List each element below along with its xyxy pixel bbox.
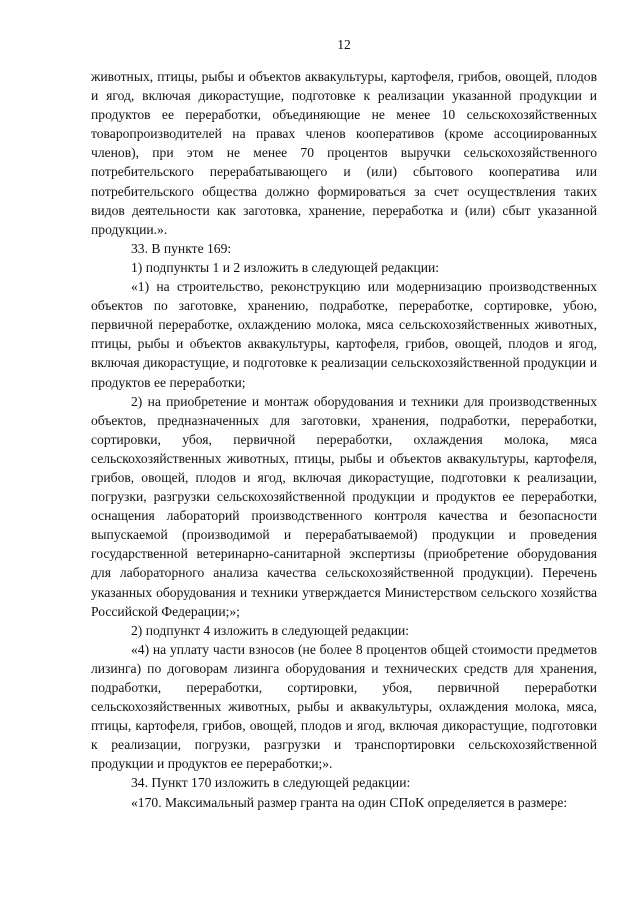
paragraph: 33. В пункте 169: xyxy=(131,240,232,256)
paragraph: 2) на приобретение и монтаж оборудования и техники для производственных объектов, предназначенных для заготовки, хранения, подработки, переработки, сортировки, убоя, первичной переработки, охлаждения молока, мяса сельскохозяйственных животных, птицы, рыбы и объектов аквакультуры, картофеля, грибов, овощей, плодов и ягод, включая дикорастущие, подготовки к реализации, погрузки, разгрузки сельскохозяйственной продукции и продуктов ее переработки, оснащения лабораторий производственного контроля качества и безопасности выпускаемой (производимой и перерабатываемой) продукции и проведения государственной ветеринарно-санитарной экспертизы (приобретение оборудования для лабораторного анализа качества сельскохозяйственной продукции). Перечень указанных оборудования и техники утверждается Министерством сельского хозяйства Российской Федерации;»; xyxy=(91,393,597,619)
paragraph: животных, птицы, рыбы и объектов аквакультуры, картофеля, грибов, овощей, плодов и ягод, включая дикорастущие, подготовке к реализации указанной продукции и продуктов ее переработки, объединяющие не менее 10 сельскохозяйственных товаропроизводителей на правах членов кооперативов (кроме ассоциированных членов), при этом не менее 70 процентов выручки сельскохозяйственного потребительского перерабатывающего и (или) сбытового кооператива или потребительского общества должно формироваться за счет осуществления таких видов деятельности как заготовка, хранение, переработка и (или) сбыт указанной продукции.». xyxy=(91,69,597,237)
paragraph: «4) на уплату части взносов (не более 8 процентов общей стоимости предметов лизинга) по договорам лизинга оборудования и технических средств для хранения, подработки, переработки, сортировки, убоя, первичной переработки сельскохозяйственных животных, рыбы и аквакультуры, охлаждения молока, мяса, птицы, картофеля, грибов, овощей, плодов и ягод, включая дикорастущие, подготовки к реализации, погрузки, разгрузки и транспортировки сельскохозяйственной продукции и продуктов ее переработки;». xyxy=(91,641,597,772)
paragraph: 1) подпункты 1 и 2 изложить в следующей редакции: xyxy=(131,259,440,275)
paragraph: 2) подпункт 4 изложить в следующей редакции: xyxy=(131,622,410,638)
paragraph: «170. Максимальный размер гранта на один СПоК определяется в размере: xyxy=(131,794,568,810)
paragraph: «1) на строительство, реконструкцию или модернизацию производственных объектов по заготовке, хранению, подработке, переработке, сортировке, убою, первичной переработке, охлаждению молока, мяса сельскохозяйственных животных, птицы, рыбы и объектов аквакультуры, картофеля, грибов, овощей, плодов и ягод, включая дикорастущие, и подготовке к реализации сельскохозяйственной продукции и продуктов ее переработки; xyxy=(91,279,597,390)
document-body xyxy=(91,67,597,812)
paragraph: 34. Пункт 170 изложить в следующей редакции: xyxy=(131,775,411,791)
page-number: 12 xyxy=(337,37,351,52)
